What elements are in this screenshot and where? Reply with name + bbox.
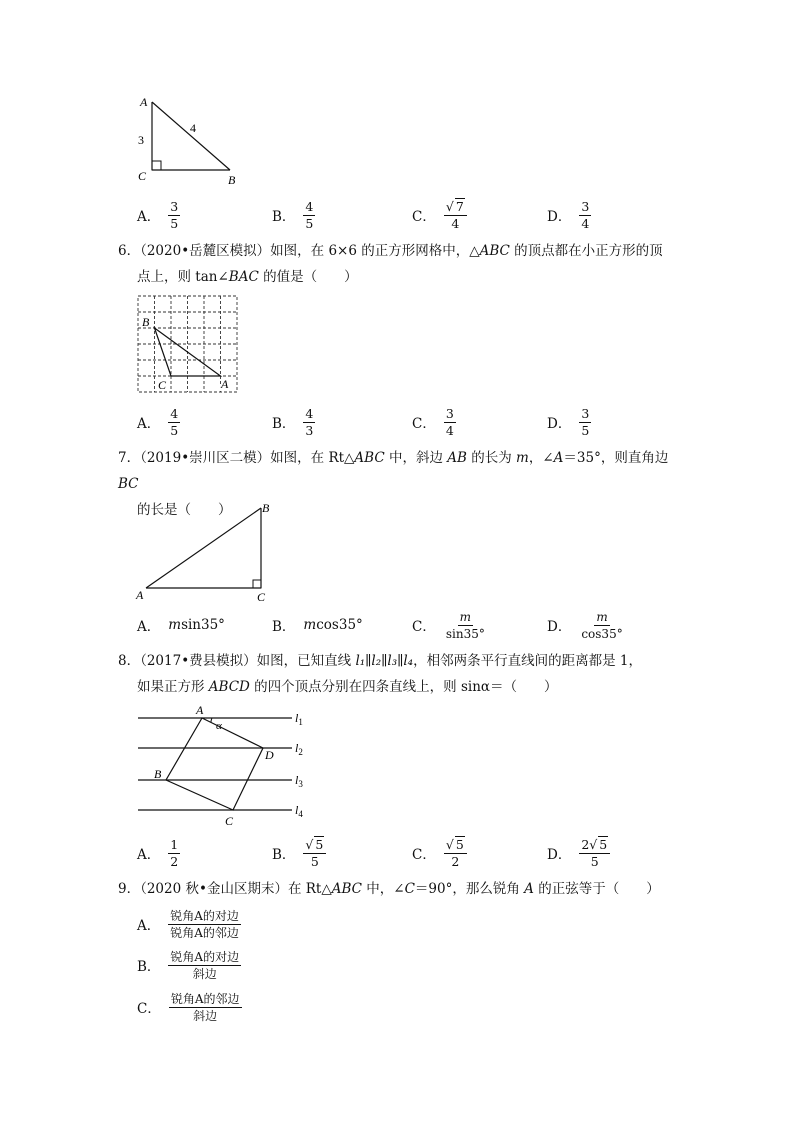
q8-line-l3: $l_3$ bbox=[295, 773, 303, 789]
q8-option-a[interactable]: A． $\frac{1}{2}$ bbox=[137, 836, 179, 869]
q7-label-A: A bbox=[136, 588, 144, 602]
q5-option-d[interactable]: D． $\frac{3}{4}$ bbox=[547, 198, 590, 231]
q9-stem: 9．（2020 秋•金山区期末）在 Rt△ABC 中，∠C＝90°，那么锐角 A 的正弦等于（ ） bbox=[118, 881, 660, 897]
q8-options bbox=[137, 833, 657, 873]
q8-parallel-lines-figure bbox=[132, 702, 322, 830]
q7-stem: 7．（2019•崇川区二模）如图，在 Rt△ABC 中，斜边 AB 的长为 m，∠A＝35°，则直角边 BC 的长是（ ） bbox=[118, 450, 669, 518]
q8-stem: 8．（2017•费县模拟）如图，已知直线 l₁∥l₂∥l₃∥l₄，相邻两条平行直线间的距离都是 1， 如果正方形 ABCD 的四个顶点分别在四条直线上，则 sinα＝（ ） bbox=[118, 653, 642, 695]
q7-option-c[interactable]: C． $\frac{m}{\sin 35^\circ}$ bbox=[412, 609, 485, 641]
q6-option-a[interactable]: A． $\frac{4}{5}$ bbox=[137, 405, 179, 438]
q8-label-B: B bbox=[154, 767, 162, 781]
q8-label-D: D bbox=[265, 748, 274, 762]
q9-option-c[interactable]: C． $\frac{\text{锐角A的邻边}}{\text{斜边}}$ bbox=[137, 991, 240, 1023]
q6-stem: 6．（2020•岳麓区模拟）如图，在 6×6 的正方形网格中，△ABC 的顶点都在小正方形的顶 点上，则 tan∠BAC 的值是（ ） bbox=[118, 243, 663, 285]
q7-label-C: C bbox=[257, 590, 266, 604]
q7-options bbox=[137, 605, 657, 645]
q6-option-d[interactable]: D． $\frac{3}{5}$ bbox=[547, 405, 590, 438]
q8-option-b[interactable]: B． $\frac{√ 5}{5}$ bbox=[272, 833, 326, 873]
q5-side-4: 4 bbox=[190, 121, 196, 135]
q5-label-A: A bbox=[140, 95, 148, 109]
q8-option-c[interactable]: C． $\frac{√ 5}{2}$ bbox=[412, 833, 467, 873]
q5-option-b[interactable]: B． $\frac{4}{5}$ bbox=[272, 198, 314, 231]
q7-option-a[interactable]: A． m sin35° bbox=[137, 617, 225, 635]
q8-line-l4: $l_4$ bbox=[295, 803, 303, 819]
q7-label-B: B bbox=[262, 501, 270, 515]
q8-label-alpha: α bbox=[216, 720, 222, 732]
q9-option-b[interactable]: B． $\frac{\text{锐角A的对边}}{\text{斜边}}$ bbox=[137, 949, 240, 981]
q7-triangle-figure bbox=[132, 496, 282, 604]
q8-label-C: C bbox=[225, 814, 234, 828]
q6-label-B: B bbox=[142, 315, 150, 329]
q6-option-b[interactable]: B． $\frac{4}{3}$ bbox=[272, 405, 314, 438]
q6-grid-figure bbox=[132, 290, 244, 396]
q7-option-d[interactable]: D． $\frac{m}{\cos 35^\circ}$ bbox=[547, 609, 623, 641]
q7-option-b[interactable]: B． m cos35° bbox=[272, 617, 363, 635]
q5-side-3: 3 bbox=[138, 133, 144, 147]
q8-line-l1: $l_1$ bbox=[295, 711, 303, 727]
q5-option-c[interactable]: C． $\frac{√ 7}{4}$ bbox=[412, 195, 467, 235]
q8-option-d[interactable]: D． $\frac{2√ 5}{5}$ bbox=[547, 833, 610, 873]
q6-option-c[interactable]: C． $\frac{3}{4}$ bbox=[412, 405, 454, 438]
q5-triangle-figure bbox=[130, 92, 250, 187]
q6-label-C: C bbox=[158, 378, 167, 392]
q8-label-A: A bbox=[196, 703, 204, 717]
q6-options bbox=[137, 402, 657, 442]
q5-label-C: C bbox=[138, 169, 147, 183]
q8-line-l2: $l_2$ bbox=[295, 741, 303, 757]
q5-option-a[interactable]: A． $\frac{3}{5}$ bbox=[137, 198, 179, 231]
q6-label-A: A bbox=[221, 377, 229, 391]
q9-option-a[interactable]: A． $\frac{\text{锐角A的对边}}{\text{锐角A的邻边}}$ bbox=[137, 908, 239, 940]
q5-options bbox=[137, 195, 657, 235]
q5-label-B: B bbox=[228, 173, 236, 187]
